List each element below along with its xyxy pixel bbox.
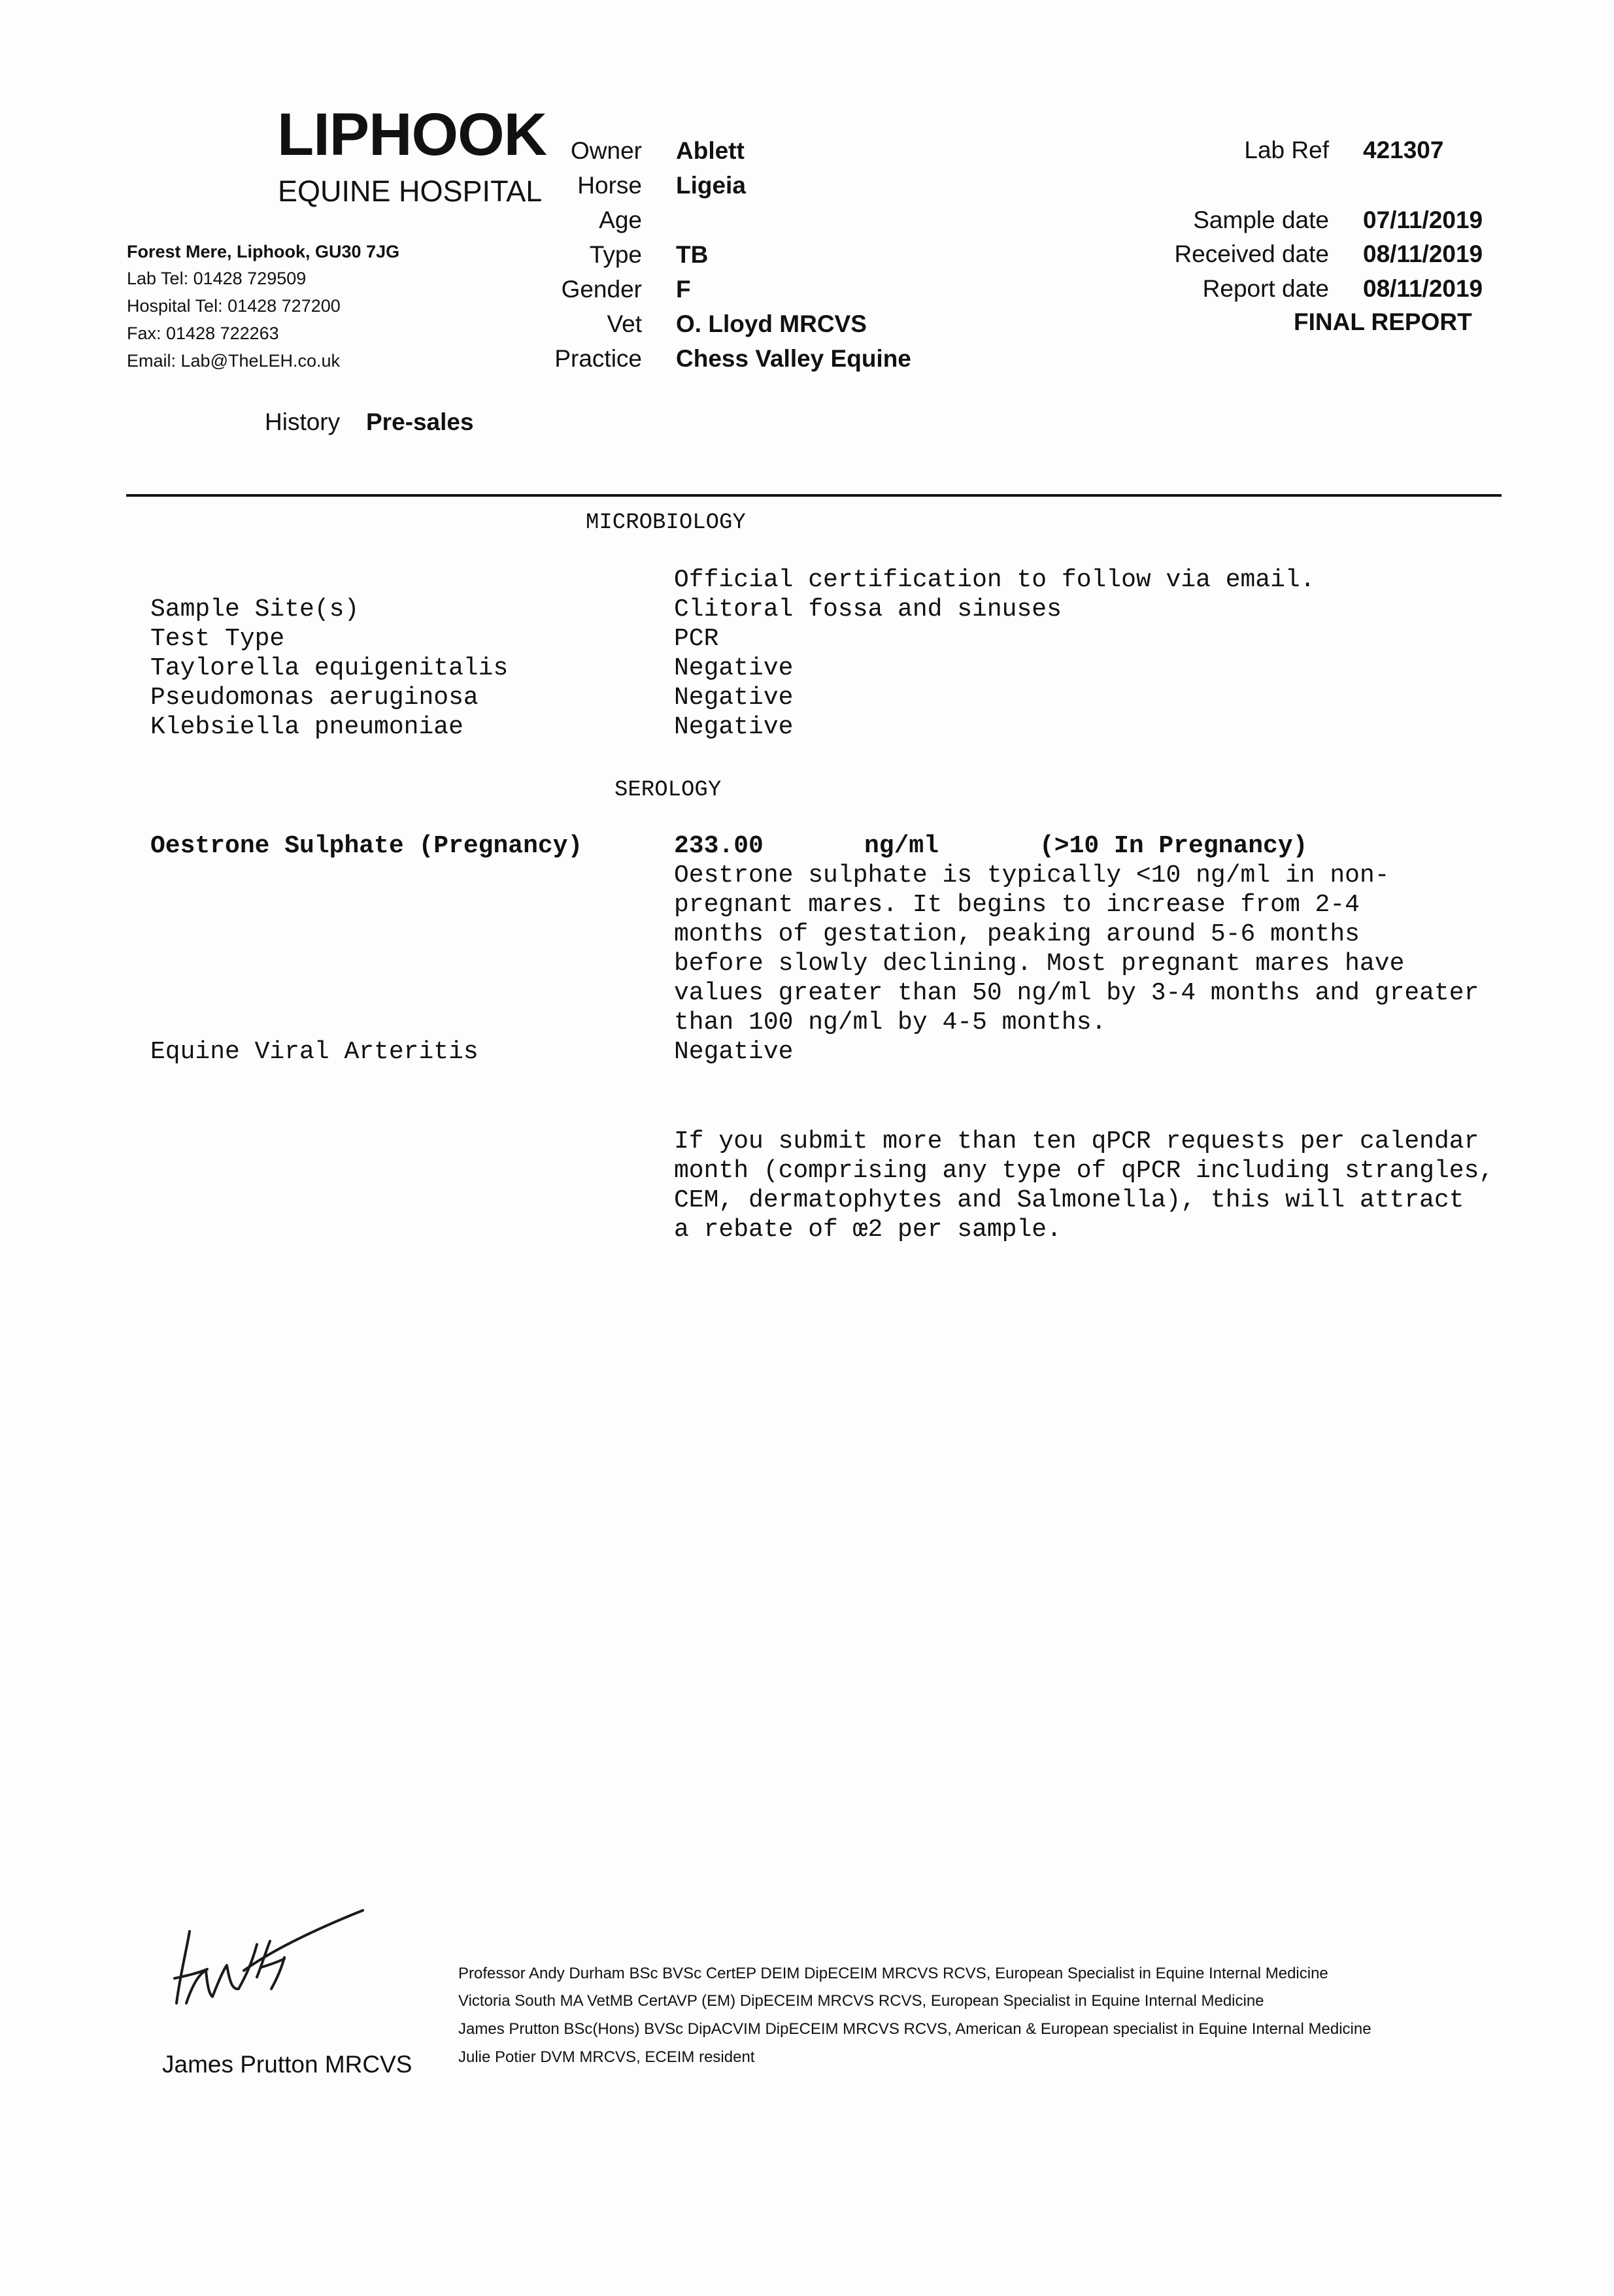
report-status: FINAL REPORT: [1294, 308, 1472, 335]
oestrone-label: Oestrone Sulphate (Pregnancy): [150, 832, 583, 860]
horse-label: Horse: [577, 172, 642, 199]
microbiology-heading: MICROBIOLOGY: [586, 510, 746, 535]
signature-image: [167, 1905, 376, 2016]
staff-line: Victoria South MA VetMB CertAVP (EM) DipECEIM MRCVS RCVS, European Specialist in Equine Internal Medicine: [458, 1992, 1264, 2010]
report-date-label: Report date: [1202, 275, 1329, 302]
oestrone-comment-line: Oestrone sulphate is typically <10 ng/ml in non-: [674, 861, 1390, 890]
oestrone-reference: (>10 In Pregnancy): [1039, 832, 1308, 860]
oestrone-comment-line: pregnant mares. It begins to increase from 2-4: [674, 891, 1360, 919]
age-label: Age: [599, 207, 642, 233]
sample-site-label: Sample Site(s): [150, 595, 360, 624]
report-date-value: 08/11/2019: [1363, 275, 1483, 302]
oestrone-comment-line: values greater than 50 ng/ml by 3-4 months and greater: [674, 979, 1479, 1007]
taylorella-label: Taylorella equigenitalis: [150, 654, 509, 682]
eva-label: Equine Viral Arteritis: [150, 1038, 479, 1066]
owner-value: Ablett: [676, 137, 745, 164]
oestrone-value: 233.00: [674, 832, 764, 860]
staff-line: Julie Potier DVM MRCVS, ECEIM resident: [458, 2048, 755, 2066]
horse-value: Ligeia: [676, 172, 746, 199]
received-date-label: Received date: [1174, 241, 1329, 267]
hospital-name: LIPHOOK: [277, 101, 547, 168]
gender-value: F: [676, 276, 691, 303]
sample-site-value: Clitoral fossa and sinuses: [674, 595, 1062, 624]
hospital-address: Forest Mere, Liphook, GU30 7JG: [127, 242, 400, 261]
vet-value: O. Lloyd MRCVS: [676, 310, 867, 337]
klebsiella-label: Klebsiella pneumoniae: [150, 713, 463, 741]
oestrone-comment-line: months of gestation, peaking around 5-6 months: [674, 920, 1360, 948]
test-type-value: PCR: [674, 625, 719, 653]
eva-value: Negative: [674, 1038, 794, 1066]
lab-ref-value: 421307: [1363, 137, 1444, 163]
received-date-value: 08/11/2019: [1363, 241, 1483, 267]
sample-date-value: 07/11/2019: [1363, 207, 1483, 233]
practice-label: Practice: [554, 345, 642, 372]
signer-name: James Prutton MRCVS: [162, 2051, 412, 2078]
oestrone-unit: ng/ml: [864, 832, 939, 860]
hospital-subtitle: EQUINE HOSPITAL: [278, 175, 543, 208]
pseudomonas-value: Negative: [674, 684, 794, 712]
serology-heading: SEROLOGY: [614, 778, 722, 803]
staff-line: Professor Andy Durham BSc BVSc CertEP DEIM DipECEIM MRCVS RCVS, European Specialist in Equine Internal Medicine: [458, 1965, 1328, 1982]
notice-line: month (comprising any type of qPCR including strangles,: [674, 1157, 1494, 1185]
header-divider: [126, 494, 1502, 497]
owner-label: Owner: [571, 137, 642, 164]
microbiology-note: Official certification to follow via email.: [674, 566, 1315, 594]
type-label: Type: [589, 241, 642, 268]
klebsiella-value: Negative: [674, 713, 794, 741]
history-value: Pre-sales: [366, 408, 474, 435]
notice-line: CEM, dermatophytes and Salmonella), this will attract: [674, 1186, 1464, 1214]
staff-line: James Prutton BSc(Hons) BVSc DipACVIM DipECEIM MRCVS RCVS, American & European specialist in Equine Internal Medicine: [458, 2020, 1371, 2038]
vet-label: Vet: [607, 310, 642, 337]
history-label: History: [265, 408, 341, 435]
sample-date-label: Sample date: [1193, 207, 1329, 233]
gender-label: Gender: [561, 276, 642, 303]
taylorella-value: Negative: [674, 654, 794, 682]
notice-line: a rebate of œ2 per sample.: [674, 1216, 1062, 1244]
notice-line: If you submit more than ten qPCR requests per calendar: [674, 1127, 1479, 1156]
hospital-email: Email: Lab@TheLEH.co.uk: [127, 351, 341, 371]
test-type-label: Test Type: [150, 625, 285, 653]
hospital-fax: Fax: 01428 722263: [127, 324, 279, 343]
oestrone-comment-line: than 100 ng/ml by 4-5 months.: [674, 1008, 1107, 1037]
lab-tel: Lab Tel: 01428 729509: [127, 269, 307, 288]
type-value: TB: [676, 241, 709, 268]
hospital-tel: Hospital Tel: 01428 727200: [127, 296, 341, 316]
lab-ref-label: Lab Ref: [1244, 137, 1329, 163]
oestrone-comment-line: before slowly declining. Most pregnant mares have: [674, 950, 1405, 978]
practice-value: Chess Valley Equine: [676, 345, 911, 372]
pseudomonas-label: Pseudomonas aeruginosa: [150, 684, 479, 712]
